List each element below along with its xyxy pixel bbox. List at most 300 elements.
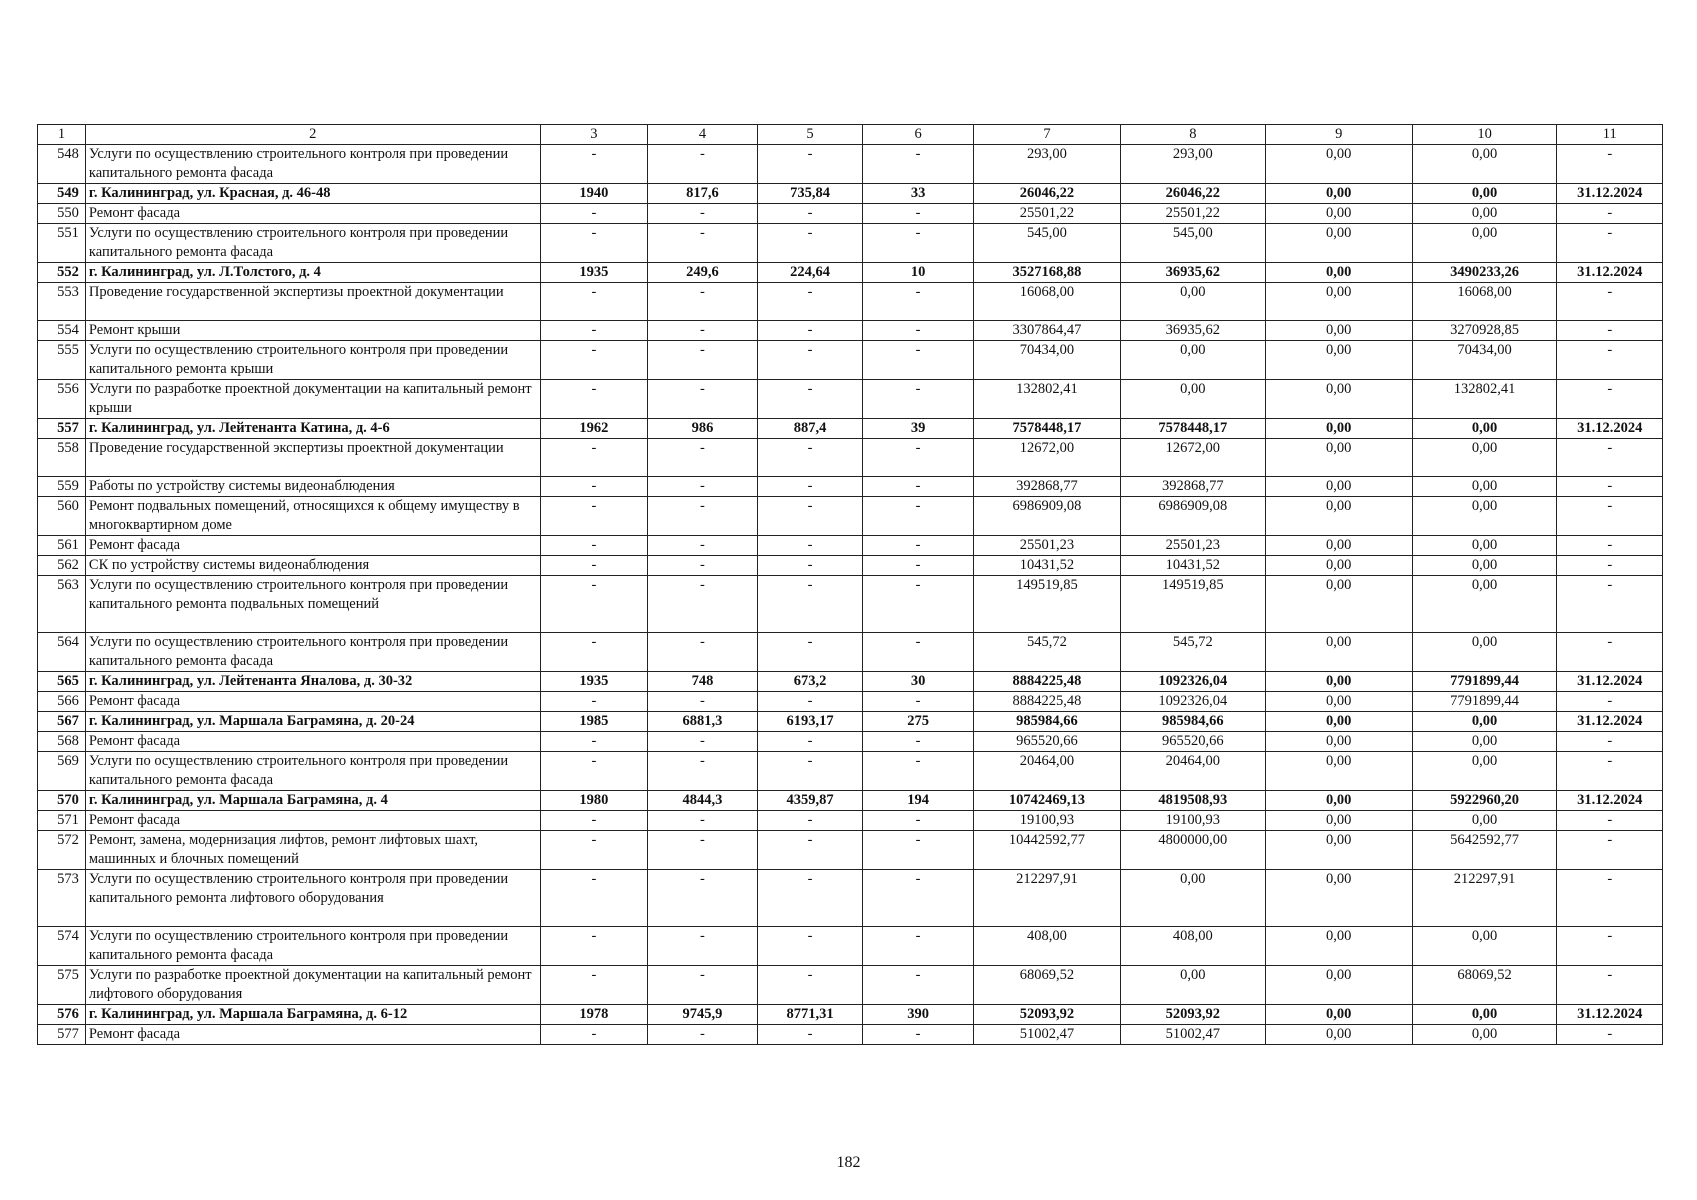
- completion-date-cell: 31.12.2024: [1557, 419, 1663, 439]
- cost-fund-cell: 0,00: [1120, 870, 1265, 927]
- total-cost-cell: 51002,47: [973, 1025, 1120, 1045]
- row-number-cell: 572: [38, 831, 86, 870]
- header-cell-9: 9: [1265, 125, 1412, 145]
- header-cell-4: 4: [648, 125, 758, 145]
- cost-budget-cell: 0,00: [1265, 927, 1412, 966]
- cost-owners-cell: 5922960,20: [1412, 791, 1557, 811]
- year-cell: -: [540, 966, 648, 1005]
- year-cell: -: [540, 752, 648, 791]
- residents-cell: -: [863, 811, 974, 831]
- total-cost-cell: 149519,85: [973, 576, 1120, 633]
- cost-fund-cell: 6986909,08: [1120, 497, 1265, 536]
- area-total-cell: -: [648, 536, 758, 556]
- completion-date-cell: 31.12.2024: [1557, 184, 1663, 204]
- completion-date-cell: -: [1557, 811, 1663, 831]
- completion-date-cell: -: [1557, 870, 1663, 927]
- area-living-cell: -: [757, 633, 862, 672]
- table-row: [38, 283, 1663, 321]
- header-cell-5: 5: [757, 125, 862, 145]
- area-living-cell: 6193,17: [757, 712, 862, 732]
- area-living-cell: -: [757, 556, 862, 576]
- year-cell: -: [540, 811, 648, 831]
- total-cost-cell: 68069,52: [973, 966, 1120, 1005]
- cost-owners-cell: 0,00: [1412, 732, 1557, 752]
- year-cell: 1962: [540, 419, 648, 439]
- cost-owners-cell: 7791899,44: [1412, 672, 1557, 692]
- year-cell: -: [540, 341, 648, 380]
- row-number-cell: 575: [38, 966, 86, 1005]
- residents-cell: 194: [863, 791, 974, 811]
- item-name-cell: г. Калининград, ул. Л.Толстого, д. 4: [85, 263, 540, 283]
- year-cell: 1985: [540, 712, 648, 732]
- year-cell: -: [540, 145, 648, 184]
- residents-cell: -: [863, 633, 974, 672]
- cost-fund-cell: 7578448,17: [1120, 419, 1265, 439]
- total-cost-cell: 20464,00: [973, 752, 1120, 791]
- residents-cell: 33: [863, 184, 974, 204]
- area-living-cell: -: [757, 1025, 862, 1045]
- residents-cell: -: [863, 1025, 974, 1045]
- item-name-cell: г. Калининград, ул. Маршала Баграмяна, д. 20-24: [85, 712, 540, 732]
- cost-owners-cell: 0,00: [1412, 204, 1557, 224]
- area-total-cell: -: [648, 283, 758, 321]
- completion-date-cell: -: [1557, 224, 1663, 263]
- residents-cell: 275: [863, 712, 974, 732]
- table-row: [38, 831, 1663, 870]
- item-name-cell: Работы по устройству системы видеонаблюдения: [85, 477, 540, 497]
- item-name-cell: Проведение государственной экспертизы проектной документации: [85, 439, 540, 477]
- row-number-cell: 576: [38, 1005, 86, 1025]
- row-number-cell: 560: [38, 497, 86, 536]
- address-row: [38, 184, 1663, 204]
- cost-fund-cell: 10431,52: [1120, 556, 1265, 576]
- residents-cell: -: [863, 870, 974, 927]
- cost-owners-cell: 0,00: [1412, 752, 1557, 791]
- row-number-cell: 554: [38, 321, 86, 341]
- completion-date-cell: 31.12.2024: [1557, 712, 1663, 732]
- area-living-cell: -: [757, 811, 862, 831]
- item-name-cell: Ремонт крыши: [85, 321, 540, 341]
- year-cell: -: [540, 380, 648, 419]
- cost-owners-cell: 0,00: [1412, 419, 1557, 439]
- area-total-cell: -: [648, 692, 758, 712]
- area-living-cell: -: [757, 966, 862, 1005]
- cost-fund-cell: 4800000,00: [1120, 831, 1265, 870]
- cost-fund-cell: 20464,00: [1120, 752, 1265, 791]
- residents-cell: -: [863, 692, 974, 712]
- completion-date-cell: -: [1557, 439, 1663, 477]
- item-name-cell: Услуги по осуществлению строительного контроля при проведении капитального ремонта крыши: [85, 341, 540, 380]
- cost-fund-cell: 985984,66: [1120, 712, 1265, 732]
- cost-owners-cell: 7791899,44: [1412, 692, 1557, 712]
- total-cost-cell: 12672,00: [973, 439, 1120, 477]
- cost-owners-cell: 212297,91: [1412, 870, 1557, 927]
- area-living-cell: -: [757, 224, 862, 263]
- completion-date-cell: -: [1557, 752, 1663, 791]
- cost-fund-cell: 1092326,04: [1120, 672, 1265, 692]
- cost-owners-cell: 0,00: [1412, 556, 1557, 576]
- table-row: [38, 497, 1663, 536]
- residents-cell: -: [863, 341, 974, 380]
- item-name-cell: Услуги по осуществлению строительного контроля при проведении капитального ремонта фасада: [85, 224, 540, 263]
- completion-date-cell: -: [1557, 966, 1663, 1005]
- area-living-cell: -: [757, 752, 862, 791]
- area-total-cell: -: [648, 576, 758, 633]
- cost-budget-cell: 0,00: [1265, 497, 1412, 536]
- cost-budget-cell: 0,00: [1265, 439, 1412, 477]
- item-name-cell: Услуги по осуществлению строительного контроля при проведении капитального ремонта фасада: [85, 927, 540, 966]
- table-row: [38, 439, 1663, 477]
- residents-cell: -: [863, 497, 974, 536]
- area-living-cell: -: [757, 204, 862, 224]
- row-number-cell: 557: [38, 419, 86, 439]
- cost-budget-cell: 0,00: [1265, 556, 1412, 576]
- item-name-cell: Ремонт фасада: [85, 1025, 540, 1045]
- item-name-cell: г. Калининград, ул. Маршала Баграмяна, д. 6-12: [85, 1005, 540, 1025]
- item-name-cell: Ремонт фасада: [85, 811, 540, 831]
- address-row: [38, 263, 1663, 283]
- area-total-cell: -: [648, 966, 758, 1005]
- cost-owners-cell: 16068,00: [1412, 283, 1557, 321]
- year-cell: -: [540, 283, 648, 321]
- year-cell: -: [540, 536, 648, 556]
- item-name-cell: Ремонт фасада: [85, 536, 540, 556]
- cost-owners-cell: 0,00: [1412, 712, 1557, 732]
- residents-cell: -: [863, 752, 974, 791]
- completion-date-cell: -: [1557, 633, 1663, 672]
- area-living-cell: -: [757, 321, 862, 341]
- area-living-cell: 673,2: [757, 672, 862, 692]
- item-name-cell: Услуги по осуществлению строительного контроля при проведении капитального ремонта подвальных помещений: [85, 576, 540, 633]
- address-row: [38, 712, 1663, 732]
- table-row: [38, 341, 1663, 380]
- cost-budget-cell: 0,00: [1265, 752, 1412, 791]
- total-cost-cell: 293,00: [973, 145, 1120, 184]
- area-total-cell: -: [648, 145, 758, 184]
- total-cost-cell: 26046,22: [973, 184, 1120, 204]
- completion-date-cell: -: [1557, 692, 1663, 712]
- cost-owners-cell: 5642592,77: [1412, 831, 1557, 870]
- item-name-cell: Ремонт фасада: [85, 692, 540, 712]
- total-cost-cell: 10442592,77: [973, 831, 1120, 870]
- cost-budget-cell: 0,00: [1265, 692, 1412, 712]
- area-total-cell: -: [648, 321, 758, 341]
- completion-date-cell: -: [1557, 204, 1663, 224]
- cost-fund-cell: 408,00: [1120, 927, 1265, 966]
- area-total-cell: 817,6: [648, 184, 758, 204]
- table-row: [38, 536, 1663, 556]
- area-living-cell: 8771,31: [757, 1005, 862, 1025]
- completion-date-cell: -: [1557, 477, 1663, 497]
- row-number-cell: 552: [38, 263, 86, 283]
- address-row: [38, 791, 1663, 811]
- year-cell: -: [540, 1025, 648, 1045]
- area-living-cell: -: [757, 692, 862, 712]
- area-total-cell: -: [648, 477, 758, 497]
- row-number-cell: 569: [38, 752, 86, 791]
- row-number-cell: 551: [38, 224, 86, 263]
- row-number-cell: 555: [38, 341, 86, 380]
- area-total-cell: -: [648, 204, 758, 224]
- item-name-cell: г. Калининград, ул. Лейтенанта Катина, д. 4-6: [85, 419, 540, 439]
- cost-fund-cell: 1092326,04: [1120, 692, 1265, 712]
- table-row: [38, 752, 1663, 791]
- completion-date-cell: -: [1557, 927, 1663, 966]
- area-total-cell: -: [648, 732, 758, 752]
- cost-owners-cell: 0,00: [1412, 811, 1557, 831]
- residents-cell: -: [863, 732, 974, 752]
- area-living-cell: -: [757, 927, 862, 966]
- table-row: [38, 927, 1663, 966]
- cost-owners-cell: 0,00: [1412, 497, 1557, 536]
- cost-budget-cell: 0,00: [1265, 224, 1412, 263]
- table-row: [38, 224, 1663, 263]
- row-number-cell: 559: [38, 477, 86, 497]
- row-number-cell: 563: [38, 576, 86, 633]
- cost-owners-cell: 3270928,85: [1412, 321, 1557, 341]
- cost-budget-cell: 0,00: [1265, 204, 1412, 224]
- item-name-cell: г. Калининград, ул. Маршала Баграмяна, д. 4: [85, 791, 540, 811]
- header-cell-1: 1: [38, 125, 86, 145]
- header-cell-7: 7: [973, 125, 1120, 145]
- cost-budget-cell: 0,00: [1265, 536, 1412, 556]
- cost-budget-cell: 0,00: [1265, 1005, 1412, 1025]
- table-row: [38, 870, 1663, 927]
- area-living-cell: 735,84: [757, 184, 862, 204]
- header-cell-8: 8: [1120, 125, 1265, 145]
- row-number-cell: 556: [38, 380, 86, 419]
- residents-cell: -: [863, 536, 974, 556]
- item-name-cell: Услуги по разработке проектной документации на капитальный ремонт лифтового оборудования: [85, 966, 540, 1005]
- completion-date-cell: 31.12.2024: [1557, 791, 1663, 811]
- table-row: [38, 556, 1663, 576]
- cost-fund-cell: 0,00: [1120, 380, 1265, 419]
- area-living-cell: -: [757, 536, 862, 556]
- area-living-cell: -: [757, 145, 862, 184]
- table-row: [38, 1025, 1663, 1045]
- table-row: [38, 380, 1663, 419]
- residents-cell: -: [863, 439, 974, 477]
- row-number-cell: 566: [38, 692, 86, 712]
- cost-budget-cell: 0,00: [1265, 341, 1412, 380]
- area-total-cell: -: [648, 556, 758, 576]
- table-row: [38, 576, 1663, 633]
- area-total-cell: -: [648, 439, 758, 477]
- residents-cell: -: [863, 927, 974, 966]
- area-living-cell: -: [757, 341, 862, 380]
- area-living-cell: 887,4: [757, 419, 862, 439]
- item-name-cell: Услуги по разработке проектной документации на капитальный ремонт крыши: [85, 380, 540, 419]
- row-number-cell: 562: [38, 556, 86, 576]
- area-living-cell: -: [757, 831, 862, 870]
- cost-owners-cell: 3490233,26: [1412, 263, 1557, 283]
- residents-cell: -: [863, 380, 974, 419]
- header-cell-3: 3: [540, 125, 648, 145]
- row-number-cell: 577: [38, 1025, 86, 1045]
- cost-fund-cell: 25501,22: [1120, 204, 1265, 224]
- residents-cell: -: [863, 224, 974, 263]
- cost-owners-cell: 0,00: [1412, 1025, 1557, 1045]
- table-row: [38, 204, 1663, 224]
- cost-owners-cell: 0,00: [1412, 439, 1557, 477]
- item-name-cell: г. Калининград, ул. Лейтенанта Яналова, д. 30-32: [85, 672, 540, 692]
- table-row: [38, 732, 1663, 752]
- year-cell: -: [540, 204, 648, 224]
- completion-date-cell: 31.12.2024: [1557, 672, 1663, 692]
- area-living-cell: -: [757, 732, 862, 752]
- year-cell: 1940: [540, 184, 648, 204]
- year-cell: -: [540, 477, 648, 497]
- row-number-cell: 550: [38, 204, 86, 224]
- cost-owners-cell: 0,00: [1412, 184, 1557, 204]
- cost-budget-cell: 0,00: [1265, 419, 1412, 439]
- cost-fund-cell: 0,00: [1120, 341, 1265, 380]
- area-total-cell: 4844,3: [648, 791, 758, 811]
- residents-cell: 10: [863, 263, 974, 283]
- year-cell: -: [540, 224, 648, 263]
- row-number-cell: 573: [38, 870, 86, 927]
- area-living-cell: -: [757, 576, 862, 633]
- total-cost-cell: 3307864,47: [973, 321, 1120, 341]
- cost-owners-cell: 0,00: [1412, 536, 1557, 556]
- capital-repair-table: [37, 124, 1663, 1045]
- area-total-cell: -: [648, 1025, 758, 1045]
- row-number-cell: 553: [38, 283, 86, 321]
- area-living-cell: -: [757, 439, 862, 477]
- cost-fund-cell: 25501,23: [1120, 536, 1265, 556]
- address-row: [38, 419, 1663, 439]
- completion-date-cell: -: [1557, 556, 1663, 576]
- cost-owners-cell: 0,00: [1412, 1005, 1557, 1025]
- completion-date-cell: -: [1557, 576, 1663, 633]
- cost-budget-cell: 0,00: [1265, 576, 1412, 633]
- area-living-cell: -: [757, 380, 862, 419]
- year-cell: -: [540, 831, 648, 870]
- cost-owners-cell: 0,00: [1412, 145, 1557, 184]
- cost-budget-cell: 0,00: [1265, 145, 1412, 184]
- total-cost-cell: 132802,41: [973, 380, 1120, 419]
- address-row: [38, 1005, 1663, 1025]
- area-total-cell: 249,6: [648, 263, 758, 283]
- total-cost-cell: 392868,77: [973, 477, 1120, 497]
- total-cost-cell: 545,00: [973, 224, 1120, 263]
- area-total-cell: -: [648, 633, 758, 672]
- year-cell: -: [540, 497, 648, 536]
- header-cell-2: 2: [85, 125, 540, 145]
- total-cost-cell: 19100,93: [973, 811, 1120, 831]
- table-row: [38, 145, 1663, 184]
- total-cost-cell: 545,72: [973, 633, 1120, 672]
- cost-budget-cell: 0,00: [1265, 712, 1412, 732]
- cost-fund-cell: 0,00: [1120, 283, 1265, 321]
- total-cost-cell: 212297,91: [973, 870, 1120, 927]
- completion-date-cell: -: [1557, 283, 1663, 321]
- area-living-cell: 224,64: [757, 263, 862, 283]
- total-cost-cell: 8884225,48: [973, 692, 1120, 712]
- item-name-cell: СК по устройству системы видеонаблюдения: [85, 556, 540, 576]
- completion-date-cell: -: [1557, 1025, 1663, 1045]
- total-cost-cell: 408,00: [973, 927, 1120, 966]
- item-name-cell: Услуги по осуществлению строительного контроля при проведении капитального ремонта лифтового оборудования: [85, 870, 540, 927]
- year-cell: -: [540, 321, 648, 341]
- table-row: [38, 321, 1663, 341]
- completion-date-cell: -: [1557, 341, 1663, 380]
- row-number-cell: 567: [38, 712, 86, 732]
- cost-fund-cell: 149519,85: [1120, 576, 1265, 633]
- table-row: [38, 966, 1663, 1005]
- total-cost-cell: 16068,00: [973, 283, 1120, 321]
- area-total-cell: -: [648, 831, 758, 870]
- year-cell: 1935: [540, 263, 648, 283]
- total-cost-cell: 6986909,08: [973, 497, 1120, 536]
- cost-budget-cell: 0,00: [1265, 477, 1412, 497]
- header-cell-10: 10: [1412, 125, 1557, 145]
- row-number-cell: 570: [38, 791, 86, 811]
- item-name-cell: Проведение государственной экспертизы проектной документации: [85, 283, 540, 321]
- cost-budget-cell: 0,00: [1265, 1025, 1412, 1045]
- cost-budget-cell: 0,00: [1265, 672, 1412, 692]
- item-name-cell: Ремонт фасада: [85, 204, 540, 224]
- row-number-cell: 574: [38, 927, 86, 966]
- area-total-cell: -: [648, 497, 758, 536]
- completion-date-cell: -: [1557, 145, 1663, 184]
- row-number-cell: 561: [38, 536, 86, 556]
- area-total-cell: 986: [648, 419, 758, 439]
- cost-owners-cell: 0,00: [1412, 477, 1557, 497]
- year-cell: -: [540, 692, 648, 712]
- completion-date-cell: -: [1557, 732, 1663, 752]
- completion-date-cell: -: [1557, 536, 1663, 556]
- header-cell-11: 11: [1557, 125, 1663, 145]
- cost-owners-cell: 0,00: [1412, 576, 1557, 633]
- residents-cell: 390: [863, 1005, 974, 1025]
- residents-cell: -: [863, 204, 974, 224]
- item-name-cell: Услуги по осуществлению строительного контроля при проведении капитального ремонта фасада: [85, 145, 540, 184]
- header-row: [38, 125, 1663, 145]
- row-number-cell: 558: [38, 439, 86, 477]
- completion-date-cell: -: [1557, 497, 1663, 536]
- cost-fund-cell: 12672,00: [1120, 439, 1265, 477]
- cost-fund-cell: 52093,92: [1120, 1005, 1265, 1025]
- area-total-cell: 6881,3: [648, 712, 758, 732]
- page-number: 182: [836, 1154, 861, 1171]
- completion-date-cell: 31.12.2024: [1557, 263, 1663, 283]
- residents-cell: -: [863, 576, 974, 633]
- area-total-cell: -: [648, 341, 758, 380]
- cost-budget-cell: 0,00: [1265, 811, 1412, 831]
- cost-fund-cell: 392868,77: [1120, 477, 1265, 497]
- total-cost-cell: 52093,92: [973, 1005, 1120, 1025]
- item-name-cell: Ремонт подвальных помещений, относящихся к общему имуществу в многоквартирном доме: [85, 497, 540, 536]
- area-total-cell: -: [648, 752, 758, 791]
- table-row: [38, 692, 1663, 712]
- area-total-cell: -: [648, 224, 758, 263]
- cost-budget-cell: 0,00: [1265, 321, 1412, 341]
- total-cost-cell: 25501,23: [973, 536, 1120, 556]
- area-living-cell: 4359,87: [757, 791, 862, 811]
- year-cell: -: [540, 927, 648, 966]
- residents-cell: 39: [863, 419, 974, 439]
- total-cost-cell: 7578448,17: [973, 419, 1120, 439]
- header-cell-6: 6: [863, 125, 974, 145]
- cost-fund-cell: 26046,22: [1120, 184, 1265, 204]
- cost-fund-cell: 4819508,93: [1120, 791, 1265, 811]
- cost-fund-cell: 51002,47: [1120, 1025, 1265, 1045]
- item-name-cell: Услуги по осуществлению строительного контроля при проведении капитального ремонта фасада: [85, 752, 540, 791]
- cost-budget-cell: 0,00: [1265, 263, 1412, 283]
- table-row: [38, 633, 1663, 672]
- area-total-cell: -: [648, 870, 758, 927]
